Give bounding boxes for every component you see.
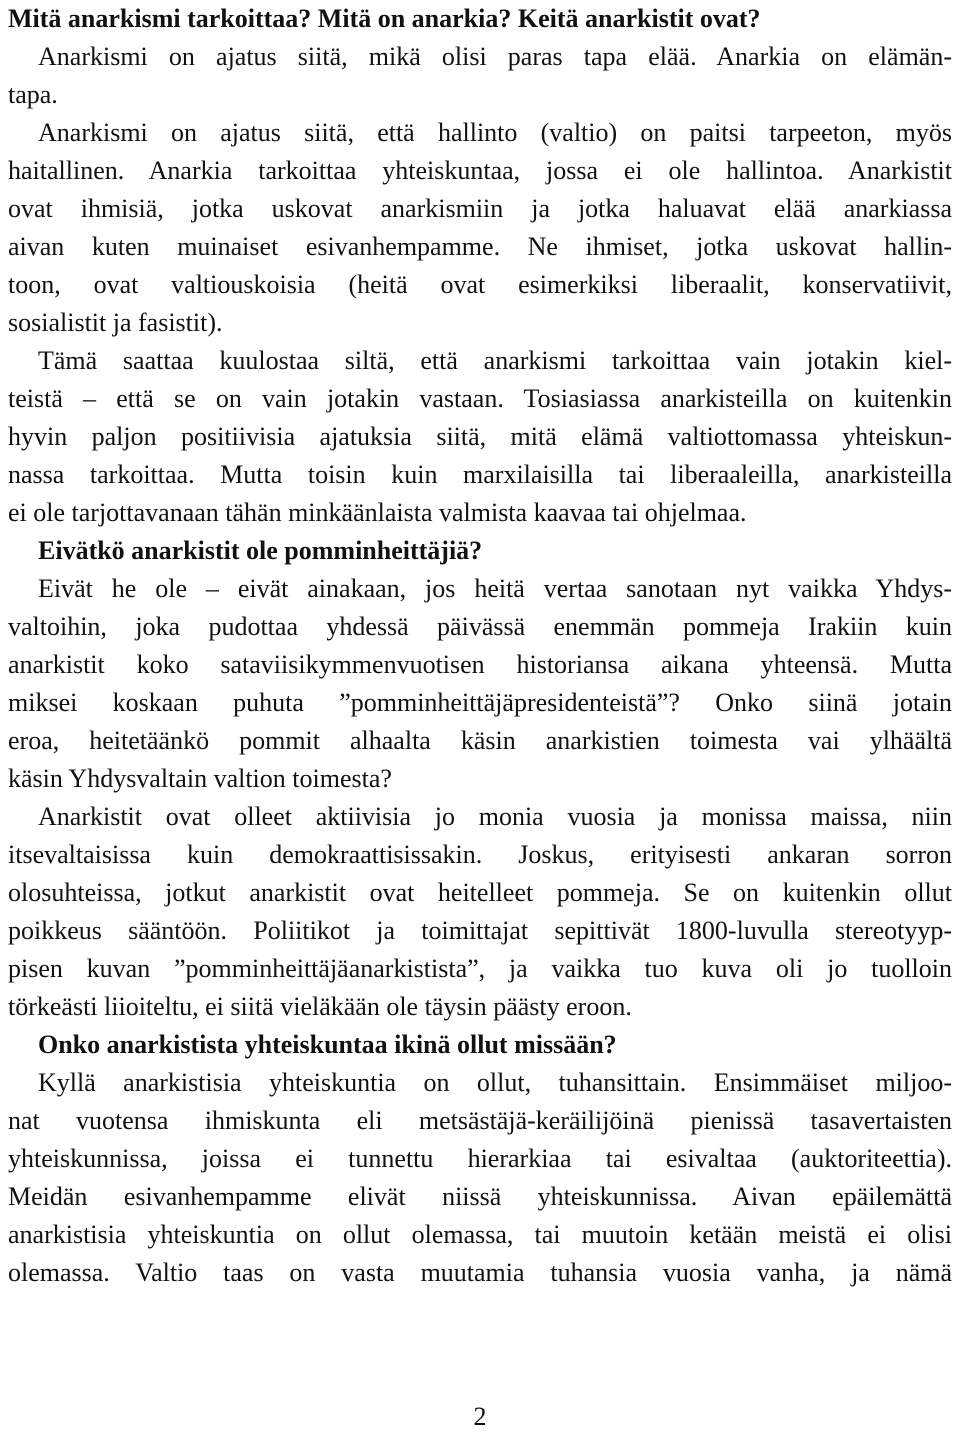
body-line: aivan kuten muinaiset esivanhempamme. Ne ihmiset, jotka uskovat hallin- <box>8 232 952 261</box>
body-line: miksei koskaan puhuta ”pomminheittäjäpresidenteistä”? Onko siinä jotain <box>8 688 952 717</box>
body-line: ovat ihmisiä, jotka uskovat anarkismiin ja jotka haluavat elää anarkiassa <box>8 194 952 223</box>
body-line: anarkistit koko sataviisikymmenvuotisen historiansa aikana yhteensä. Mutta <box>8 650 952 679</box>
body-line: haitallinen. Anarkia tarkoittaa yhteiskuntaa, jossa ei ole hallintoa. Anarkistit <box>8 156 952 185</box>
body-line: Eivät he ole – eivät ainakaan, jos heitä vertaa sanotaan nyt vaikka Yhdys- <box>38 574 952 603</box>
body-line: olosuhteissa, jotkut anarkistit ovat heitelleet pommeja. Se on kuitenkin ollut <box>8 878 952 907</box>
body-line: Anarkismi on ajatus siitä, mikä olisi paras tapa elää. Anarkia on elämän- <box>38 42 952 71</box>
body-line: sosialistit ja fasistit). <box>8 308 223 337</box>
page-number: 2 <box>473 1402 487 1431</box>
body-line: yhteiskunnissa, joissa ei tunnettu hierarkiaa tai esivaltaa (auktoriteettia). <box>8 1144 952 1173</box>
body-line: Anarkismi on ajatus siitä, että hallinto (valtio) on paitsi tarpeeton, myös <box>38 118 952 147</box>
body-line: valtoihin, joka pudottaa yhdessä päivässä enemmän pommeja Irakiin kuin <box>8 612 952 641</box>
heading-bomb-throwers: Eivätkö anarkistit ole pomminheittäjiä? <box>38 536 483 565</box>
body-line: käsin Yhdysvaltain valtion toimesta? <box>8 764 392 793</box>
heading-what-is-anarchism: Mitä anarkismi tarkoittaa? Mitä on anarkia? Keitä anarkistit ovat? <box>8 4 761 33</box>
body-line: tapa. <box>8 80 58 109</box>
body-line: törkeästi liioiteltu, ei siitä vieläkään ole täysin päästy eroon. <box>8 992 632 1021</box>
body-line: hyvin paljon positiivisia ajatuksia siitä, mitä elämä valtiottomassa yhteiskun- <box>8 422 952 451</box>
body-line: anarkistisia yhteiskuntia on ollut olemassa, tai muutoin ketään meistä ei olisi <box>8 1220 952 1249</box>
body-line: poikkeus sääntöön. Poliitikot ja toimittajat sepittivät 1800-luvulla stereotyyp- <box>8 916 952 945</box>
body-line: Meidän esivanhempamme elivät niissä yhteiskunnissa. Aivan epäilemättä <box>8 1182 952 1211</box>
body-line: toon, ovat valtiouskoisia (heitä ovat esimerkiksi liberaalit, konservatiivit, <box>8 270 952 299</box>
body-line: teistä – että se on vain jotakin vastaan. Tosiasiassa anarkisteilla on kuitenkin <box>8 384 952 413</box>
body-line: itsevaltaisissa kuin demokraattisissakin. Joskus, erityisesti ankaran sorron <box>8 840 952 869</box>
body-line: pisen kuvan ”pomminheittäjäanarkistista”, ja vaikka tuo kuva oli jo tuolloin <box>8 954 952 983</box>
body-line: eroa, heitetäänkö pommit alhaalta käsin anarkistien toimesta vai ylhäältä <box>8 726 952 755</box>
body-line: ei ole tarjottavanaan tähän minkäänlaista valmista kaavaa tai ohjelmaa. <box>8 498 747 527</box>
body-line: Tämä saattaa kuulostaa siltä, että anarkismi tarkoittaa vain jotakin kiel- <box>38 346 952 375</box>
heading-anarchist-societies: Onko anarkistista yhteiskuntaa ikinä ollut missään? <box>38 1030 617 1059</box>
body-line: Anarkistit ovat olleet aktiivisia jo monia vuosia ja monissa maissa, niin <box>38 802 952 831</box>
body-line: nat vuotensa ihmiskunta eli metsästäjä-keräilijöinä pienissä tasavertaisten <box>8 1106 952 1135</box>
body-line: Kyllä anarkistisia yhteiskuntia on ollut, tuhansittain. Ensimmäiset miljoo- <box>38 1068 952 1097</box>
body-line: olemassa. Valtio taas on vasta muutamia tuhansia vuosia vanha, ja nämä <box>8 1258 952 1287</box>
body-line: nassa tarkoittaa. Mutta toisin kuin marxilaisilla tai liberaaleilla, anarkisteilla <box>8 460 952 489</box>
